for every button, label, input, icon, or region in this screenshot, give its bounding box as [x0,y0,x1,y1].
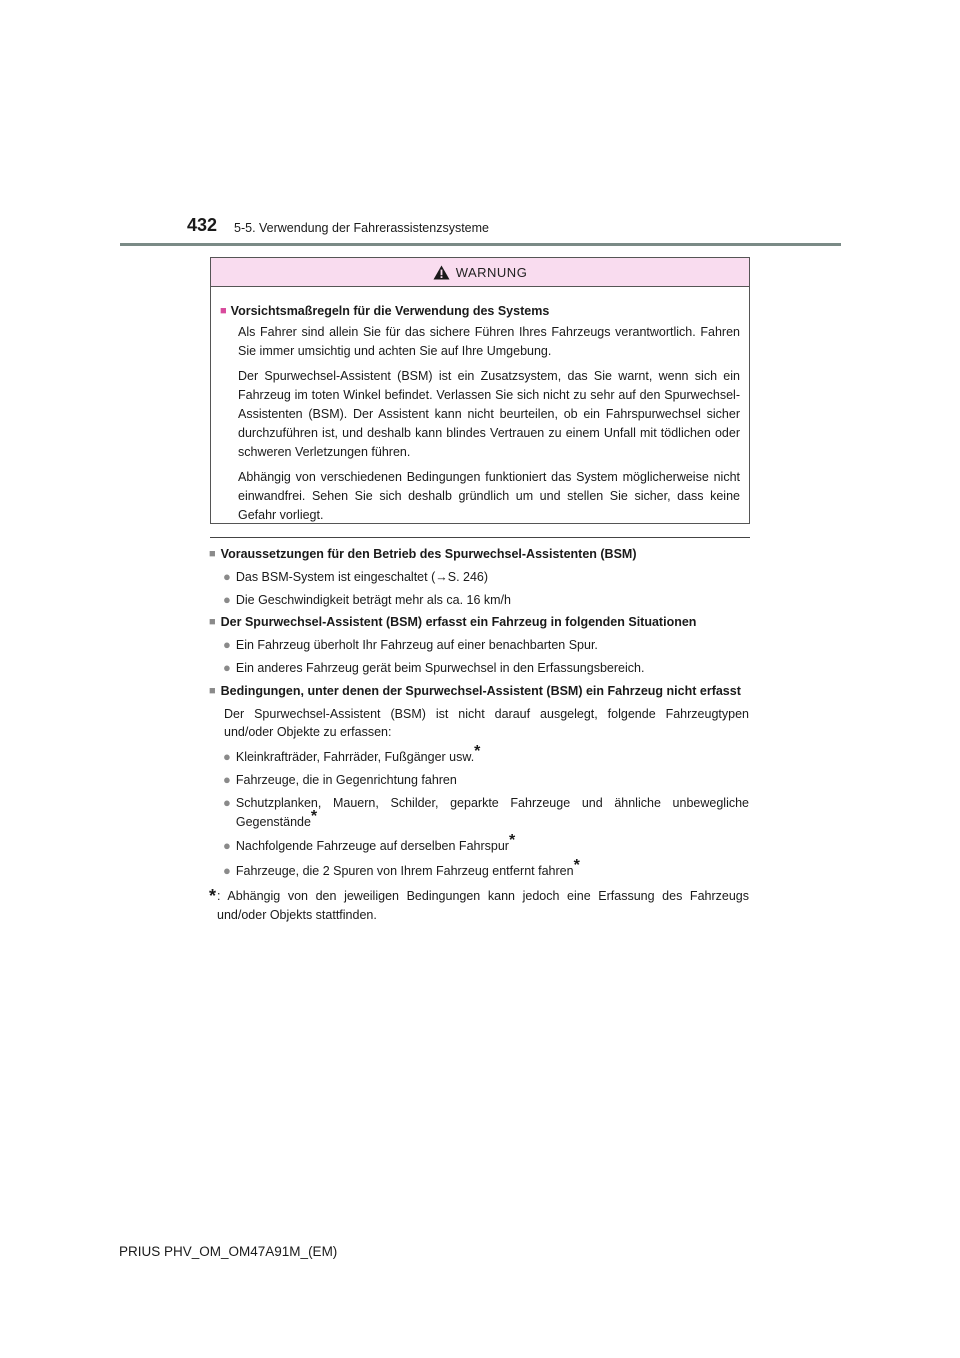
circle-bullet-icon: ● [223,659,231,675]
warning-paragraph: Als Fahrer sind allein Sie für das sichere Führen Ihres Fahrzeugs verantwortlich. Fahren Sie immer umsichtig und achten Sie auf Ihre Umgebung. [238,324,740,358]
warning-heading-text: Vorsichtsmaßregeln für die Verwendung des Systems [230,304,550,318]
list-item [223,743,749,767]
warning-paragraph: Abhängig von verschiedenen Bedingungen funktioniert das System möglicherweise nicht einwandfrei. Sehen Sie sich deshalb gründlich um und stellen Sie sicher, dass keine Gefahr vorliegt. [238,470,740,522]
warning-triangle-icon [433,265,450,280]
footnote-text: : Abhängig von den jeweiligen Bedingungen kann jedoch eine Erfassung des Fahrzeugs und/oder Objekts stattfinden. [217,888,749,922]
circle-bullet-icon: ● [223,794,231,810]
list-item-text: Die Geschwindigkeit beträgt mehr als ca. 16 km/h [235,592,511,607]
footer-doc-code: PRIUS PHV_OM_OM47A91M_(EM) [119,1244,338,1259]
list-item [223,659,749,678]
list-item [223,832,749,856]
section-heading [209,545,749,564]
footnote-star: * [310,807,318,825]
square-bullet-icon: ■ [209,684,216,697]
warning-title: WARNUNG [455,264,528,280]
footnote [209,887,749,925]
square-bullet-icon: ■ [209,548,216,560]
section-heading-text: Voraussetzungen für den Betrieb des Spurwechsel-Assistenten (BSM) [220,547,637,561]
section-heading [209,682,749,701]
footnote-star: * [474,743,481,761]
list-item [223,857,749,881]
list-item [223,568,749,587]
warning-box [210,257,750,524]
circle-bullet-icon: ● [223,637,231,653]
list-item-label: Fahrzeuge, die 2 Spuren von Ihrem Fahrzeug entfernt fahren [235,864,574,879]
list-item-text: Ein Fahrzeug überholt Ihr Fahrzeug auf einer benachbarten Spur. [235,638,598,653]
main-content [209,545,749,925]
section-divider [210,537,750,538]
circle-bullet-icon: ● [223,838,231,854]
warning-body [211,287,749,525]
section-heading [209,613,749,632]
square-bullet-icon: ■ [209,616,216,629]
list-item-text [235,743,749,767]
warning-paragraph: Der Spurwechsel-Assistent (BSM) ist ein Zusatzsystem, das Sie warnt, wenn sich ein Fahrzeug im toten Winkel befindet. Verlassen Sie sich nicht zu sehr auf den Spurwechsel-Assistenten (BSM). Der Assistent kann nicht beurteilen, ob ein Fahrspurwechsel sicher durchzuführen ist, und deshalb kann blindes Vertrauen zu einem Unfall mit tödlichen oder schweren Verletzungen führen. [238,369,740,459]
warning-heading [220,302,740,321]
section-title: 5-5. Verwendung der Fahrerassistenzsysteme [234,221,489,235]
circle-bullet-icon: ● [223,568,231,584]
circle-bullet-icon: ● [223,749,231,765]
list-item-text: Fahrzeuge, die in Gegenrichtung fahren [235,772,457,787]
circle-bullet-icon: ● [223,591,231,607]
list-item-text [236,794,749,832]
square-bullet-icon: ■ [220,305,227,317]
list-item [223,794,749,832]
circle-bullet-icon: ● [223,863,231,879]
list-item-text [235,832,749,856]
list-item [223,771,749,790]
warning-header [211,258,749,287]
circle-bullet-icon: ● [223,771,231,787]
footnote-star: * [573,857,580,875]
list-item-label: Kleinkrafträder, Fahrräder, Fußgänger usw. [235,750,475,765]
section-heading-text: Bedingungen, unter denen der Spurwechsel-Assistent (BSM) ein Fahrzeug nicht erfasst [220,683,741,698]
list-item-text: Ein anderes Fahrzeug gerät beim Spurwechsel in den Erfassungsbereich. [235,660,645,675]
list-item-text [235,857,749,881]
list-item-label: Nachfolgende Fahrzeuge auf derselben Fahrspur [235,839,509,854]
list-item [223,636,749,655]
footnote-marker: * [209,885,217,906]
section-heading-text: Der Spurwechsel-Assistent (BSM) erfasst ein Fahrzeug in folgenden Situationen [220,615,697,630]
page-number: 432 [187,215,218,235]
section-intro: Der Spurwechsel-Assistent (BSM) ist nicht darauf ausgelegt, folgende Fahrzeugtypen und/oder Objekte zu erfassen: [224,706,749,740]
list-item-text: Das BSM-System ist eingeschaltet (→S. 246) [235,569,489,584]
list-item [223,591,749,610]
header-rule [120,243,841,246]
footnote-star: * [508,832,516,850]
list-item-label: Schutzplanken, Mauern, Schilder, geparkte Fahrzeuge und ähnliche unbewegliche Gegenstände [235,795,749,829]
